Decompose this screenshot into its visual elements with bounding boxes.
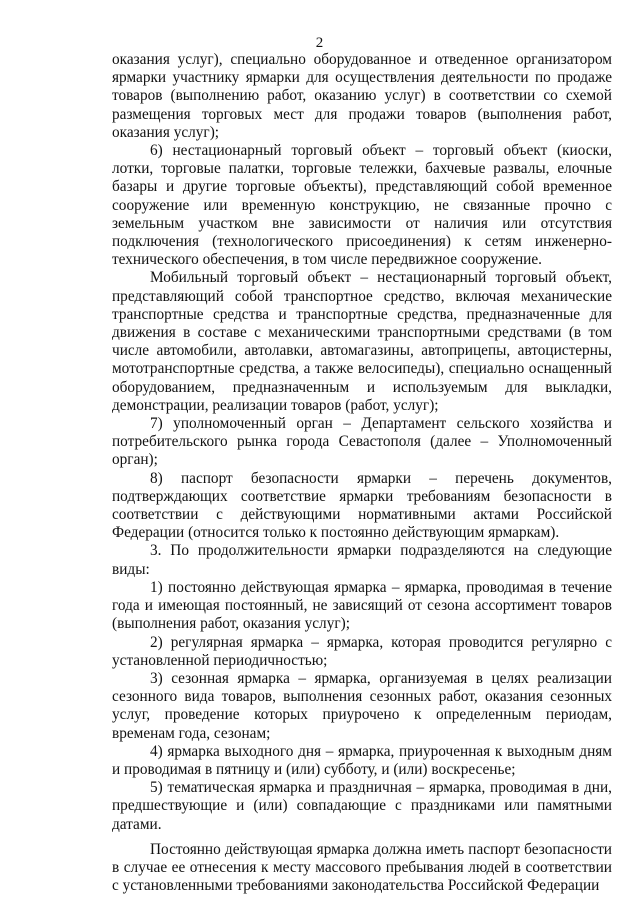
paragraph: 1) постоянно действующая ярмарка – ярмарка, проводимая в течение года и имеющая постоянный, не зависящий от сезона ассортимент товаров (выполнения работ, оказания услуг); bbox=[112, 578, 612, 633]
paragraph: 4) ярмарка выходного дня – ярмарка, приуроченная к выходным дням и проводимая в пятницу и (или) субботу, и (или) воскресенье; bbox=[112, 742, 612, 778]
paragraph: Мобильный торговый объект – нестационарный торговый объект, представляющий собой транспортное средство, включая механические транспортные средства и транспортные средства, предназначенные для движения в составе с механическими транспортными средствами (в том числе автомобили, автолавки, автомагазины, автоприцепы, автоцистерны, мототранспортные средства, а также велосипеды), специально оснащенный оборудованием, предназначенным и используемым для выкладки, демонстрации, реализации товаров (работ, услуг); bbox=[112, 269, 612, 414]
paragraph: Постоянно действующая ярмарка должна иметь паспорт безопасности в случае ее отнесения к месту массового пребывания людей в соответствии с установленными требованиями законодательства Российской Федерации bbox=[112, 840, 612, 895]
paragraph: 8) паспорт безопасности ярмарки – перечень документов, подтверждающих соответствие ярмарки требованиям безопасности в соответствии с действующими нормативными актами Российской Федерации (относится только к постоянно действующим ярмаркам). bbox=[112, 469, 612, 542]
page-number: 2 bbox=[315, 35, 324, 51]
paragraph: 3. По продолжительности ярмарки подразделяются на следующие виды: bbox=[112, 542, 612, 578]
document-body bbox=[112, 51, 612, 895]
paragraph: 6) нестационарный торговый объект – торговый объект (киоски, лотки, торговые палатки, торговые тележки, бахчевые развалы, елочные базары и другие торговые объекты), представляющий собой временное сооружение или временную конструкцию, не связанные прочно с земельным участком вне зависимости от наличия или отсутствия подключения (технологического присоединения) к сетям инженерно-технического обеспечения, в том числе передвижное сооружение. bbox=[112, 142, 612, 269]
paragraph: 2) регулярная ярмарка – ярмарка, которая проводится регулярно с установленной периодичностью; bbox=[112, 633, 612, 669]
paragraph: оказания услуг), специально оборудованное и отведенное организатором ярмарки участнику ярмарки для осуществления деятельности по продаже товаров (выполнению работ, оказанию услуг) в соответствии со схемой размещения торговых мест для продажи товаров (выполнения работ, оказания услуг); bbox=[112, 51, 612, 141]
paragraph: 3) сезонная ярмарка – ярмарка, организуемая в целях реализации сезонного вида товаров, выполнения сезонных работ, оказания сезонных услуг, проведение которых приурочено к определенным периодам, временам года, сезонам; bbox=[112, 669, 612, 742]
paragraph: 7) уполномоченный орган – Департамент сельского хозяйства и потребительского рынка города Севастополя (далее – Уполномоченный орган); bbox=[112, 415, 612, 469]
paragraph: 5) тематическая ярмарка и праздничная – ярмарка, проводимая в дни, предшествующие и (или) совпадающие с праздниками или памятными датами. bbox=[112, 779, 612, 833]
